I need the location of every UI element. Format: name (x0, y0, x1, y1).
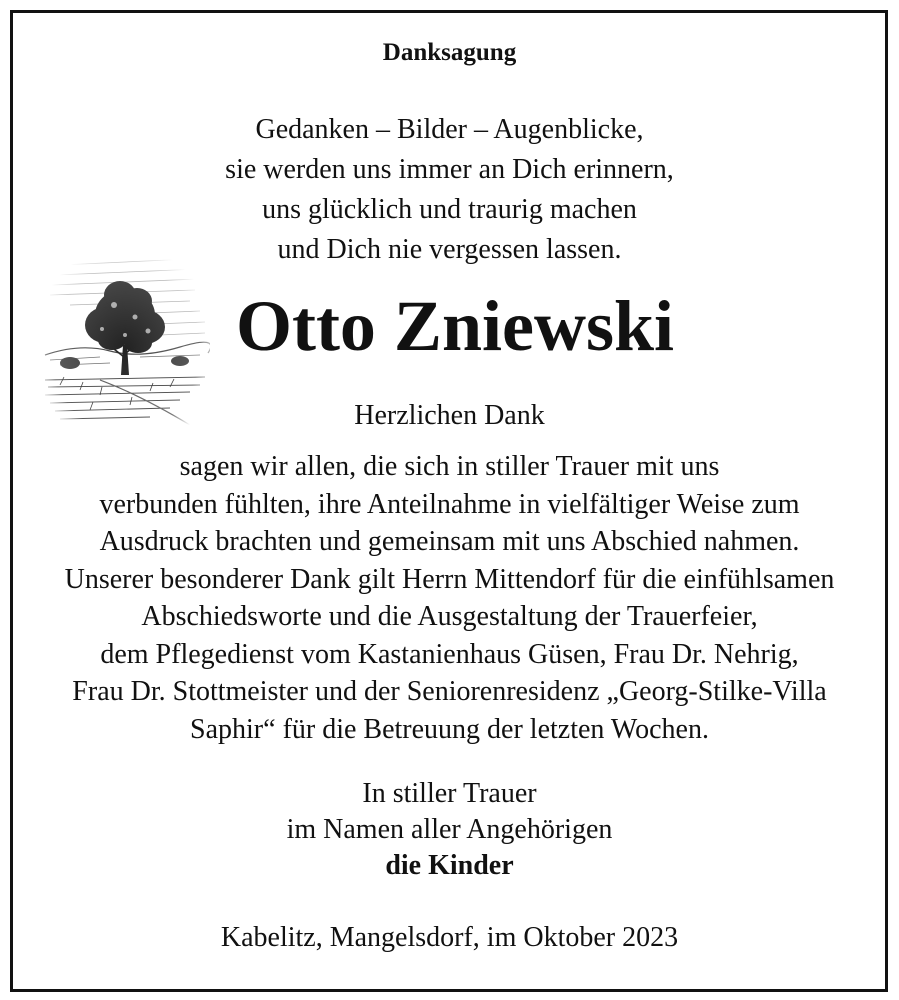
poem-line: sie werden uns immer an Dich erinnern, (225, 154, 674, 185)
poem-line: Gedanken – Bilder – Augenblicke, (255, 114, 644, 145)
body-line: Frau Dr. Stottmeister und der Seniorenresidenz „Georg-Stilke-Villa (72, 676, 827, 707)
body-text (0, 448, 899, 748)
deceased-name: Otto Zniewski (235, 286, 675, 366)
body-line: sagen wir allen, die sich in stiller Trauer mit uns (179, 451, 720, 482)
closing (0, 776, 899, 884)
thanks-heading: Herzlichen Dank (354, 400, 545, 431)
body-line: dem Pflegedienst vom Kastanienhaus Güsen, Frau Dr. Nehrig, (100, 638, 799, 670)
body-line: Ausdruck brachten und gemeinsam mit uns Abschied nahmen. (99, 526, 800, 557)
page-title: Danksagung (382, 39, 517, 66)
body-line: Unserer besonderer Dank gilt Herrn Mittendorf für die einfühlsamen (64, 563, 835, 595)
body-line: Saphir“ für die Betreuung der letzten Wochen. (190, 713, 709, 745)
closing-line: im Namen aller Angehörigen (286, 814, 613, 845)
signature: die Kinder (385, 850, 514, 881)
closing-line: In stiller Trauer (362, 778, 537, 809)
body-line: verbunden fühlten, ihre Anteilnahme in vielfältiger Weise zum (99, 488, 800, 520)
poem-line: uns glücklich und traurig machen (262, 194, 637, 225)
body-line: Abschiedsworte und die Ausgestaltung der Trauerfeier, (141, 601, 758, 632)
poem-line: und Dich nie vergessen lassen. (277, 234, 622, 265)
place-date: Kabelitz, Mangelsdorf, im Oktober 2023 (220, 922, 679, 953)
